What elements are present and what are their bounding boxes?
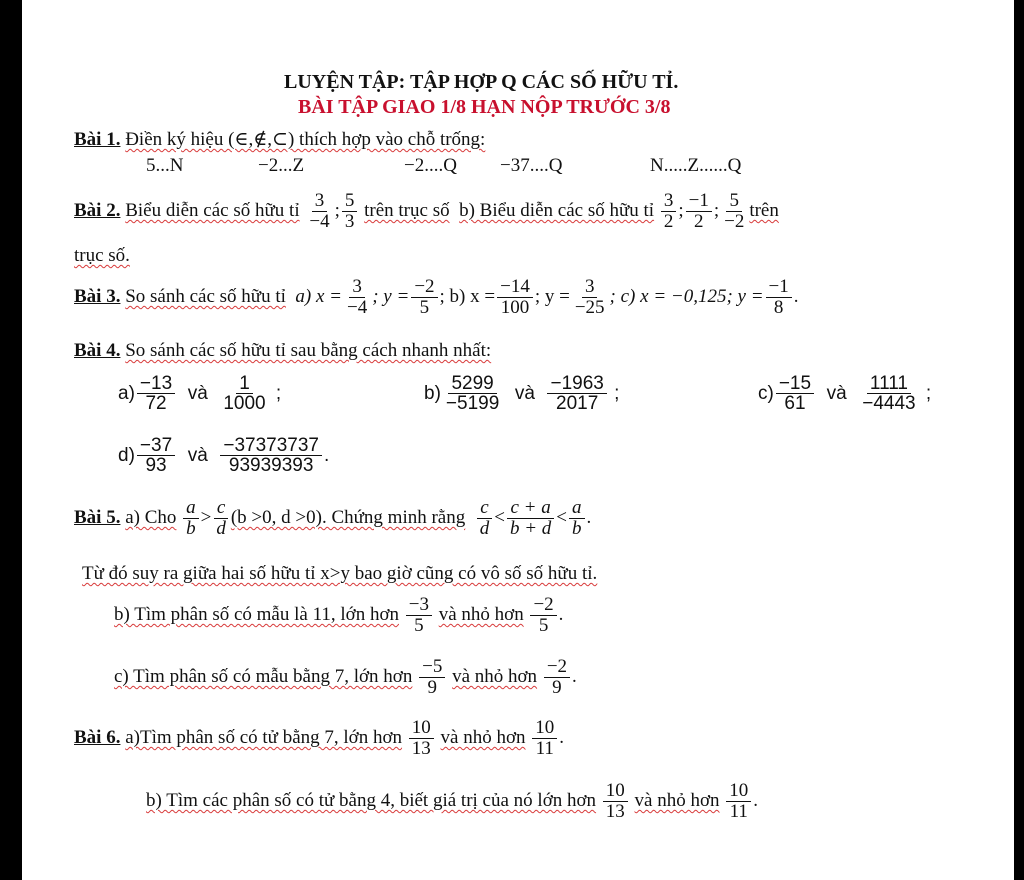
- exercise-label: Bài 2.: [74, 200, 121, 221]
- exercise-label: Bài 3.: [74, 286, 121, 307]
- fraction: $\frac{-15}{61}$: [776, 374, 814, 415]
- exercise-text: (b >0, d >0). Chứng minh rằng: [230, 507, 466, 528]
- exercise-text: Điền ký hiệu (∈,∉,⊂) thích hợp vào chỗ trống:: [125, 129, 486, 150]
- exercise-4-item-b: b) $\frac{5299}{-5199}$ và $\frac{-1963}{2017}$ ;: [424, 372, 620, 415]
- fraction: $\frac{-1963}{2017}$: [547, 374, 606, 415]
- exercise-4-item-d: d) $\frac{-37}{93}$ và $\frac{-37373737}{93939393}$ .: [118, 434, 330, 477]
- fraction: $\frac{-1}{2}$: [686, 191, 712, 232]
- exercise-3: Bài 3. So sánh các số hữu tỉ a) x = $\frac{3}{-4}$ ; y = $\frac{-2}{5}$ ; b) x = $\frac{-14}{100}$ ; y = $\frac{3}{-25}$ ; c) x = −0,125; y = $\frac{-1}{8}$ .: [74, 276, 799, 319]
- fraction: $\frac{5}{3}$: [342, 191, 358, 232]
- exercise-5: Bài 5. a) Cho $\frac{a}{b}$ > $\frac{c}{d}$ (b >0, d >0). Chứng minh rằng $\frac{c}{d}$ < $\frac{c + a}{b + d}$ < $\frac{a}{b}$ .: [74, 497, 592, 540]
- fraction: $\frac{10}{13}$: [603, 781, 628, 822]
- exercise-text: b) Biểu diễn các số hữu tỉ: [459, 200, 655, 221]
- page-subtitle: BÀI TẬP GIAO 1/8 HẠN NỘP TRƯỚC 3/8: [298, 96, 671, 118]
- fraction: $\frac{3}{-25}$: [574, 276, 605, 319]
- document-page: [22, 0, 1014, 880]
- exercise-1: [74, 129, 485, 151]
- fraction: $\frac{c}{d}$: [213, 498, 229, 539]
- fraction: $\frac{1}{1000}$: [223, 372, 266, 415]
- exercise-1-item: −2...Z: [258, 155, 305, 176]
- exercise-label: Bài 5.: [74, 507, 121, 528]
- fraction: $\frac{-3}{5}$: [406, 595, 432, 636]
- fraction: $\frac{c}{d}$: [477, 498, 493, 539]
- fraction: $\frac{-37373737}{93939393}$: [220, 436, 322, 477]
- fraction: $\frac{3}{2}$: [661, 191, 677, 232]
- exercise-5b: b) Tìm phân số có mẫu là 11, lớn hơn $\frac{-3}{5}$ và nhỏ hơn $\frac{-2}{5}$ .: [114, 594, 564, 637]
- fraction: $\frac{-1}{8}$: [766, 277, 792, 318]
- exercise-text: So sánh các số hữu tỉ: [125, 286, 286, 307]
- exercise-text: trên: [749, 200, 779, 221]
- exercise-2-continued: trục số.: [74, 245, 130, 266]
- page-title: LUYỆN TẬP: TẬP HỢP Q CÁC SỐ HỮU TỈ.: [284, 71, 679, 93]
- exercise-text: a) Cho: [125, 507, 177, 528]
- fraction: $\frac{-5}{9}$: [419, 657, 445, 698]
- exercise-text: trên trục số: [364, 200, 450, 221]
- fraction: $\frac{a}{b}$: [183, 498, 199, 539]
- fraction: $\frac{a}{b}$: [569, 498, 585, 539]
- fraction: $\frac{-37}{93}$: [137, 436, 175, 477]
- exercise-6: Bài 6. a)Tìm phân số có tử bằng 7, lớn hơn $\frac{10}{13}$ và nhỏ hơn $\frac{10}{11}$ .: [74, 717, 565, 760]
- fraction: $\frac{-14}{100}$: [497, 277, 533, 318]
- exercise-1-item: −37....Q: [500, 155, 563, 176]
- fraction: $\frac{3}{-4}$: [309, 190, 330, 233]
- exercise-text: So sánh các số hữu tỉ sau bằng cách nhanh nhất:: [125, 340, 492, 361]
- exercise-5c: c) Tìm phân số có mẫu bằng 7, lớn hơn $\frac{-5}{9}$ và nhỏ hơn $\frac{-2}{9}$ .: [114, 656, 577, 699]
- exercise-label: Bài 6.: [74, 727, 121, 748]
- fraction: $\frac{10}{11}$: [726, 781, 751, 822]
- fraction: $\frac{-2}{9}$: [544, 657, 570, 698]
- exercise-label: Bài 4.: [74, 340, 121, 361]
- exercise-1-item: 5...N: [146, 155, 184, 176]
- fraction: $\frac{5299}{-5199}$: [445, 372, 500, 415]
- exercise-4-item-c: c) $\frac{-15}{61}$ và $\frac{1111}{-4443}$ ;: [758, 372, 932, 415]
- exercise-4: [74, 340, 491, 362]
- exercise-2: Bài 2. Biểu diễn các số hữu tỉ $\frac{3}{-4}$ ; $\frac{5}{3}$ trên trục số b) Biểu diễn các số hữu tỉ $\frac{3}{2}$ ; $\frac{-1}{2}$ ; $\frac{5}{-2}$ trên: [74, 190, 779, 233]
- fraction: $\frac{-2}{5}$: [530, 595, 556, 636]
- exercise-1-item: N.....Z......Q: [650, 155, 742, 176]
- fraction: $\frac{10}{13}$: [409, 718, 434, 759]
- fraction: $\frac{c + a}{b + d}$: [507, 498, 554, 539]
- fraction: $\frac{5}{-2}$: [724, 190, 745, 233]
- exercise-text: Biểu diễn các số hữu tỉ: [125, 200, 300, 221]
- fraction: $\frac{-13}{72}$: [137, 374, 175, 415]
- exercise-4-item-a: a) $\frac{-13}{72}$ và $\frac{1}{1000}$ ;: [118, 372, 282, 415]
- fraction: $\frac{1111}{-4443}$: [862, 372, 916, 415]
- exercise-label: Bài 1.: [74, 129, 121, 150]
- fraction: $\frac{10}{11}$: [532, 718, 557, 759]
- exercise-6b: b) Tìm các phân số có tử bằng 4, biết giá trị của nó lớn hơn $\frac{10}{13}$ và nhỏ hơn $\frac{10}{11}$ .: [146, 780, 759, 823]
- exercise-5-line2: Từ đó suy ra giữa hai số hữu tỉ x>y bao giờ cũng có vô số số hữu tỉ.: [82, 563, 598, 584]
- fraction: $\frac{-2}{5}$: [411, 277, 437, 318]
- exercise-1-item: −2....Q: [404, 155, 457, 176]
- fraction: $\frac{3}{-4}$: [347, 276, 368, 319]
